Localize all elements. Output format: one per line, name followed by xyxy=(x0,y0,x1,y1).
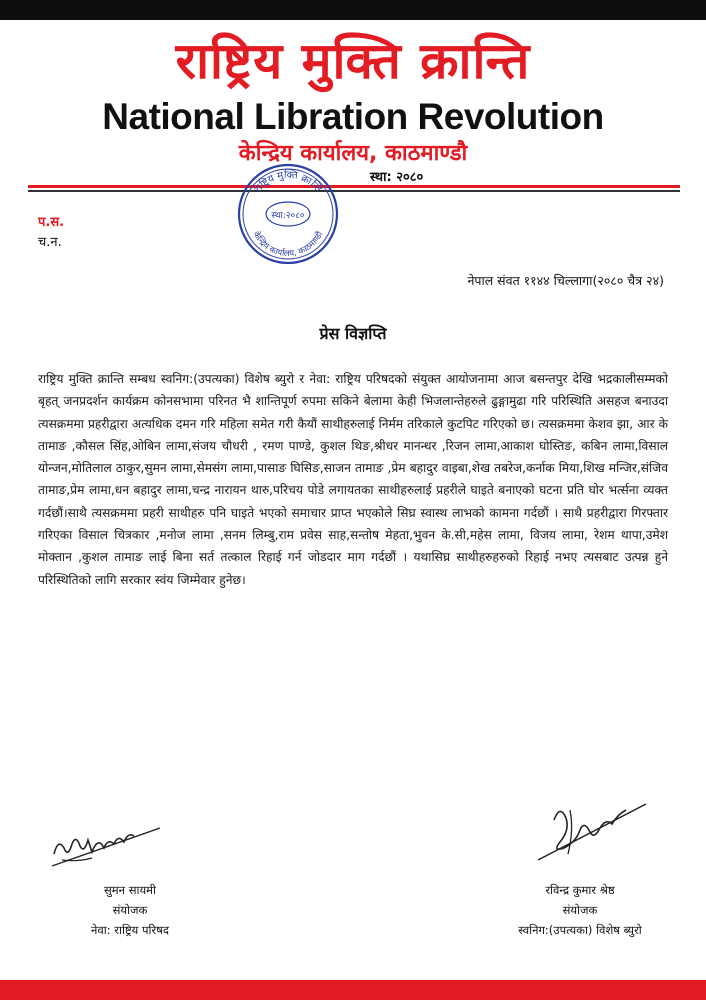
seal-text-top: राष्ट्रिय मुक्ति क्रान्ति xyxy=(252,169,324,196)
organization-seal xyxy=(236,162,340,266)
letter-date: नेपाल संवत ११४४ चिल्लागा(२०८० चैत्र २४) xyxy=(467,273,664,288)
signature-right xyxy=(530,790,650,870)
seal-text-center: स्था:२०८० xyxy=(271,211,305,221)
letterhead-office: केन्द्रिय कार्यालय, काठमाण्डौ xyxy=(238,141,468,166)
signatory-left-name: सुमन सायमी xyxy=(104,883,156,897)
signatory-left-org: नेवा: राष्ट्रिय परिषद xyxy=(91,923,169,937)
signatory-right xyxy=(470,880,690,940)
reference-cn: च.न. xyxy=(38,235,62,250)
header-divider-dark xyxy=(28,190,680,192)
bottom-red-bar xyxy=(0,980,706,1000)
signatory-left-role: संयोजक xyxy=(112,903,148,917)
press-release-heading: प्रेस विज्ञप्ति xyxy=(319,324,387,343)
header-divider-red xyxy=(28,185,680,188)
letterhead-title-nepali: राष्ट्रिय मुक्ति क्रान्ति xyxy=(175,32,531,90)
signatory-left xyxy=(30,880,230,940)
press-release-body: राष्ट्रिय मुक्ति क्रान्ति सम्बध स्वनिग:(उपत्यका) विशेष ब्युरो र नेवा: राष्ट्रिय परिषदको संयुक्त आयोजनामा आज बसन्तपुर देखि भद्रकालीसम्मको बृहत् जनप्रदर्शन कार्यक्रम कोनसभामा परिनत भै शान्तिपूर्ण रुपमा सकिने बेलामा केही भिजलान्तेहरुले ढुङ्गामुढा गरि परिस्थिति असहज बनाउदा त्यसक्रममा प्रहरीद्वारा अत्यधिक दमन गरि महिला समेत गरी कैयौं साथीहरुलाई निर्मम तरिकाले कुटपिट गरिएको छ। त्यसक्रममा केशव झा, आर के तामाङ ,कौसल सिंह,ओबिन लामा,संजय चौधरी , रमण पाण्डे, कुशल थिङ,श्रीधर मानन्धर ,रिजन लामा,आकाश घोस्तिङ, कबिन लामा,विसाल योन्जन,मोतिलाल ठाकुर,सुमन लामा,सेमसंग लामा,पासाङ घिसिङ,साजन तामाङ ,प्रेम बहादुर वाइबा,शेख तबरेज,कर्नाक मिया,शिख मन्जिर,संजिव तामाङ,प्रेम लामा,धन बहादुर लामा,चन्द्र नारायन थारु,परिचय पोडे लगायतका साथीहरुलाई प्रहरीले घाइते बनाएको घटना प्रति घोर भर्त्सना व्यक्त गर्दछौं।साथै त्यसक्रममा प्रहरी साथीहरु पनि घाइते भएको समाचार प्राप्त भएकोले सिघ्र स्वास्थ लाभको कामना गर्दछौं । साथै प्रहरीद्वारा गिरफ्तार गरिएका विसाल चित्रकार ,मनोज लामा ,सनम लिम्बु,राम प्रवेस साह,सन्तोष मेहता,भुवन के.सी,महेस लामा, विजय लामा, रेशम थापा,उमेश मोक्तान ,कुशल तामाङ लाई बिना सर्त तत्काल रिहाई गर्न जोडदार माग गर्दछौं । यथासिघ्र साथीहरुहरुको रिहाई नभए त्यसबाट उत्पन्न हुने परिस्थितिको लागि सरकार स्वंय जिम्मेवार हुनेछ। xyxy=(38,372,668,587)
top-black-bar xyxy=(0,0,706,20)
reference-ps: प.स. xyxy=(38,215,65,230)
seal-text-bottom: केन्द्रिय कार्यालय, काठमाण्डौ xyxy=(250,230,326,260)
signatory-right-org: स्वनिग:(उपत्यका) विशेष ब्युरो xyxy=(518,923,642,937)
signatory-right-name: रविन्द्र कुमार श्रेष्ठ xyxy=(545,883,615,897)
signature-left xyxy=(48,808,168,878)
letterhead-title-english: National Libration Revolution xyxy=(102,96,604,137)
signatory-right-role: संयोजक xyxy=(562,903,598,917)
letterhead-established: स्था: २०८० xyxy=(370,170,424,185)
